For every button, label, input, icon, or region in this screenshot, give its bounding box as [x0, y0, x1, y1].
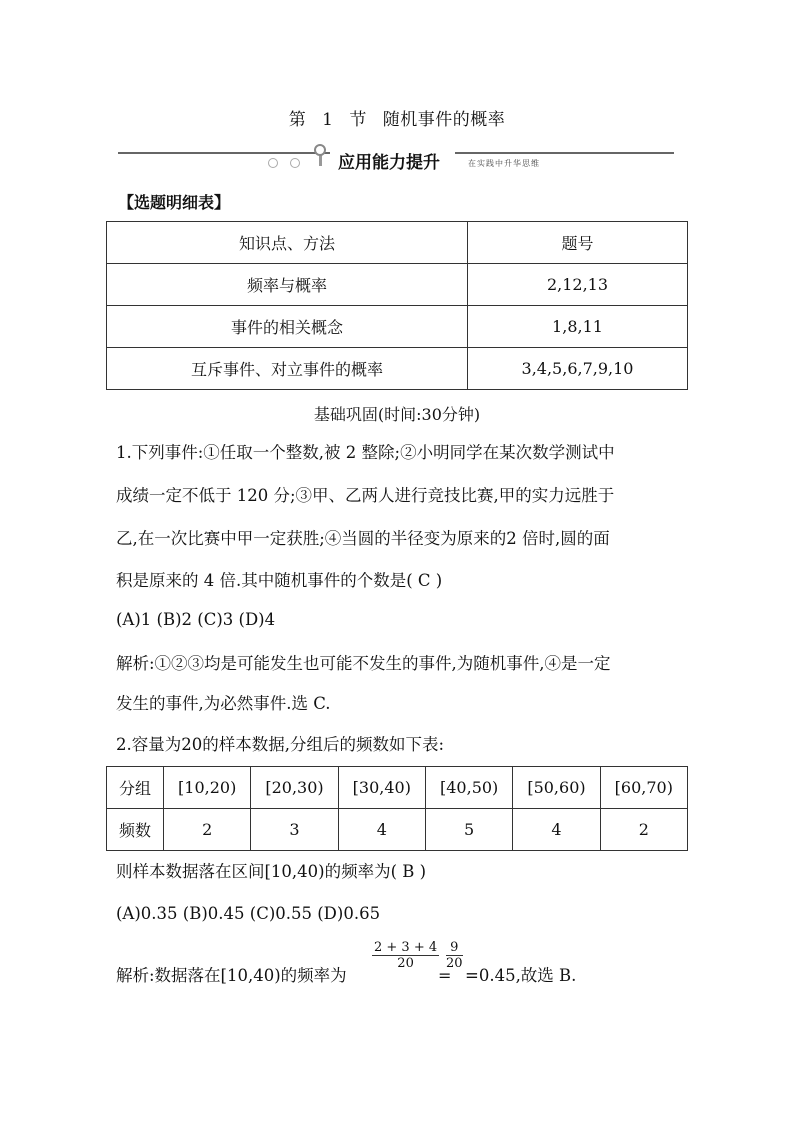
fraction-numerator: 9	[446, 940, 463, 956]
table-cell: 3	[251, 809, 338, 851]
section-label: 【选题明细表】	[118, 193, 231, 212]
table-cell: 4	[513, 809, 600, 851]
table-row	[107, 348, 688, 390]
question-1-line: 乙,在一次比赛中甲一定获胜;④当圆的半径变为原来的2 倍时,圆的面	[116, 529, 610, 548]
table-header: 题号	[468, 222, 688, 264]
table-cell: 5	[425, 809, 512, 851]
decoration-ring	[314, 144, 326, 156]
fraction-denominator: 20	[397, 956, 414, 971]
table-row	[107, 809, 688, 851]
frequency-table	[106, 766, 688, 851]
table-header: 知识点、方法	[107, 222, 468, 264]
table-cell: [30,40)	[338, 767, 425, 809]
table-row	[107, 306, 688, 348]
table-cell: 互斥事件、对立事件的概率	[107, 348, 468, 390]
table-cell: 频率与概率	[107, 264, 468, 306]
question-1-analysis: 发生的事件,为必然事件.选 C.	[116, 694, 331, 713]
table-cell: 分组	[107, 767, 164, 809]
table-cell: [40,50)	[425, 767, 512, 809]
question-1-analysis: 解析:①②③均是可能发生也可能不发生的事件,为随机事件,④是一定	[116, 654, 611, 673]
banner-subtitle: 在实践中升华思维	[468, 159, 540, 168]
table-cell: [20,30)	[251, 767, 338, 809]
table-header-row	[107, 222, 688, 264]
divider	[455, 152, 674, 154]
banner-heading: 应用能力提升	[338, 153, 440, 173]
table-cell: [60,70)	[600, 767, 687, 809]
decoration-dot	[290, 158, 300, 168]
fraction-numerator: 2 + 3 + 4	[374, 940, 438, 955]
question-2-question: 则样本数据落在区间[10,40)的频率为( B )	[116, 862, 427, 881]
table-cell: 2	[164, 809, 251, 851]
page-title: 第 1 节 随机事件的概率	[288, 110, 506, 130]
table-cell: 2,12,13	[468, 264, 688, 306]
table-cell: 1,8,11	[468, 306, 688, 348]
question-1-line: 积是原来的 4 倍.其中随机事件的个数是( C )	[116, 571, 443, 590]
table-cell: 事件的相关概念	[107, 306, 468, 348]
equals-sign: =	[438, 966, 452, 985]
divider	[118, 152, 330, 154]
question-2-analysis-prefix: 解析:数据落在[10,40)的频率为	[116, 966, 347, 985]
section-subheading: 基础巩固(时间:30分钟)	[313, 405, 481, 424]
question-1-line: 成绩一定不低于 120 分;③甲、乙两人进行竞技比赛,甲的实力远胜于	[116, 486, 615, 505]
table-cell: 4	[338, 809, 425, 851]
question-2-options: (A)0.35 (B)0.45 (C)0.55 (D)0.65	[116, 904, 381, 923]
fraction-denominator: 20	[446, 956, 463, 971]
fraction	[446, 940, 463, 971]
table-cell: 2	[600, 809, 687, 851]
table-cell: 3,4,5,6,7,9,10	[468, 348, 688, 390]
question-2-stem: 2.容量为20的样本数据,分组后的频数如下表:	[116, 735, 445, 754]
topic-table	[106, 221, 688, 390]
table-cell: [50,60)	[513, 767, 600, 809]
table-cell: [10,20)	[164, 767, 251, 809]
decoration-dot	[268, 158, 278, 168]
table-cell: 频数	[107, 809, 164, 851]
table-row	[107, 264, 688, 306]
section-banner	[118, 138, 674, 178]
question-2-analysis-suffix: =0.45,故选 B.	[465, 966, 577, 985]
question-1-options: (A)1 (B)2 (C)3 (D)4	[116, 610, 276, 629]
fraction	[372, 940, 439, 971]
question-1-line: 1.下列事件:①任取一个整数,被 2 整除;②小明同学在某次数学测试中	[116, 443, 615, 462]
table-row	[107, 767, 688, 809]
